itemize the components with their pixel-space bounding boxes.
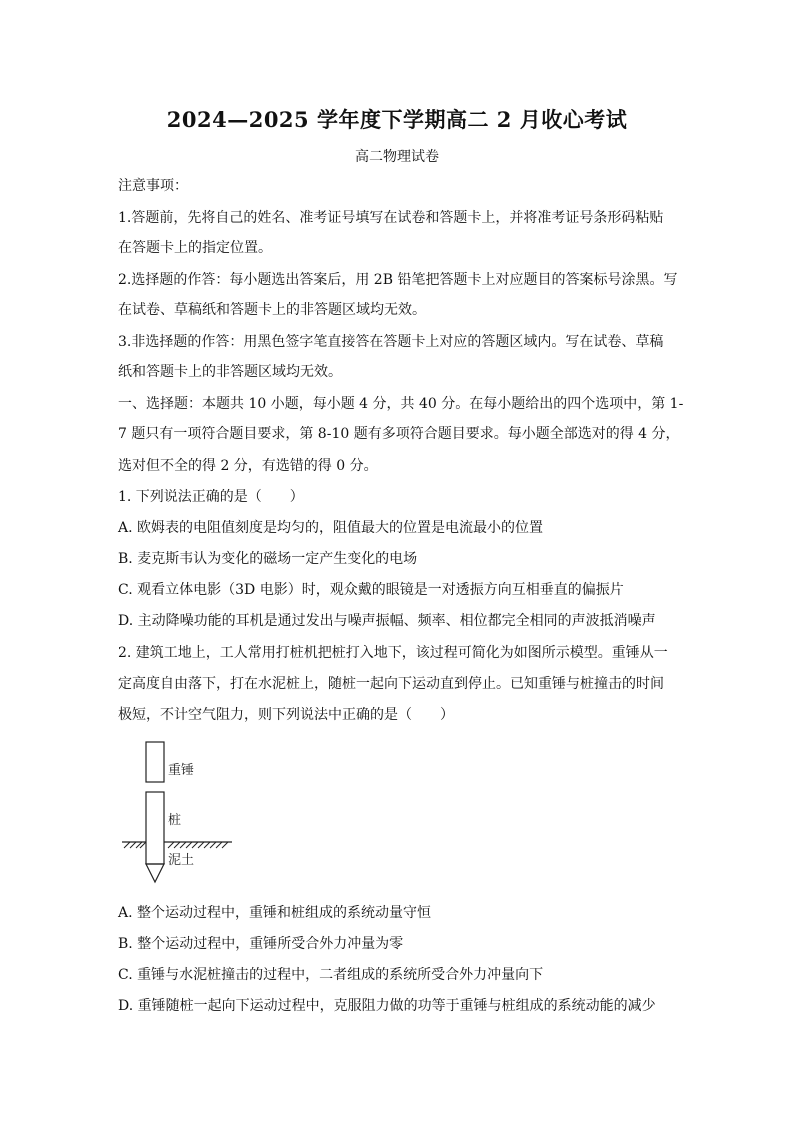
question-1-stem: 1. 下列说法正确的是（ ） (118, 489, 304, 505)
question-1-option-c: C. 观看立体电影（3D 电影）时，观众戴的眼镜是一对透振方向互相垂直的偏振片 (118, 582, 624, 598)
pile-driver-diagram (118, 736, 258, 886)
notice-line: 1.答题前，先将自己的姓名、准考证号填写在试卷和答题卡上，并将准考证号条形码粘贴 (118, 210, 664, 226)
question-2-option-c: C. 重锤与水泥桩撞击的过程中，二者组成的系统所受合外力冲量向下 (118, 967, 544, 983)
hammer-block (146, 742, 164, 782)
question-1-option-d: D. 主动降噪功能的耳机是通过发出与噪声振幅、频率、相位都完全相同的声波抵消噪声 (118, 613, 656, 629)
question-2-stem-line: 极短，不计空气阻力，则下列说法中正确的是（ ） (118, 707, 454, 723)
section-instructions-line: 7 题只有一项符合题目要求，第 8-10 题有多项符合题目要求。每小题全部选对的得 4 分， (118, 426, 680, 442)
notice-line: 纸和答题卡上的非答题区域均无效。 (118, 364, 342, 380)
exam-title: 2024—2025 学年度下学期高二 2 月收心考试 (166, 107, 628, 132)
notice-heading: 注意事项： (118, 178, 188, 194)
question-1-option-a: A. 欧姆表的电阻值刻度是均匀的，阻值最大的位置是电流最小的位置 (118, 520, 544, 536)
pile-label: 桩 (168, 813, 182, 828)
notice-line: 在试卷、草稿纸和答题卡上的非答题区域均无效。 (118, 302, 426, 318)
pile-tip (146, 864, 164, 882)
pile-body (146, 792, 164, 864)
ground-hatching (124, 842, 228, 848)
section-instructions-line: 一、选择题：本题共 10 小题，每小题 4 分，共 40 分。在每小题给出的四个选项中，第 1- (118, 396, 684, 412)
exam-subtitle: 高二物理试卷 (355, 149, 439, 165)
section-instructions-line: 选对但不全的得 2 分，有选错的得 0 分。 (118, 458, 378, 474)
question-2-stem-line: 定高度自由落下，打在水泥桩上，随桩一起向下运动直到停止。已知重锤与桩撞击的时间 (118, 676, 664, 692)
question-2-stem-line: 2. 建筑工地上，工人常用打桩机把桩打入地下，该过程可简化为如图所示模型。重锤从一 (118, 645, 668, 661)
question-2-option-a: A. 整个运动过程中，重锤和桩组成的系统动量守恒 (118, 905, 432, 921)
soil-label: 泥土 (168, 853, 195, 868)
question-2-option-d: D. 重锤随桩一起向下运动过程中，克服阻力做的功等于重锤与桩组成的系统动能的减少 (118, 998, 656, 1014)
hammer-label: 重锤 (168, 763, 195, 778)
notice-line: 2.选择题的作答：每小题选出答案后，用 2B 铅笔把答题卡上对应题目的答案标号涂黑。写 (118, 272, 678, 288)
question-2-option-b: B. 整个运动过程中，重锤所受合外力冲量为零 (118, 936, 404, 952)
question-1-option-b: B. 麦克斯韦认为变化的磁场一定产生变化的电场 (118, 551, 418, 567)
pile-driver-figure (118, 736, 258, 886)
notice-line: 在答题卡上的指定位置。 (118, 240, 272, 256)
notice-line: 3.非选择题的作答：用黑色签字笔直接答在答题卡上对应的答题区域内。写在试卷、草稿 (118, 334, 664, 350)
